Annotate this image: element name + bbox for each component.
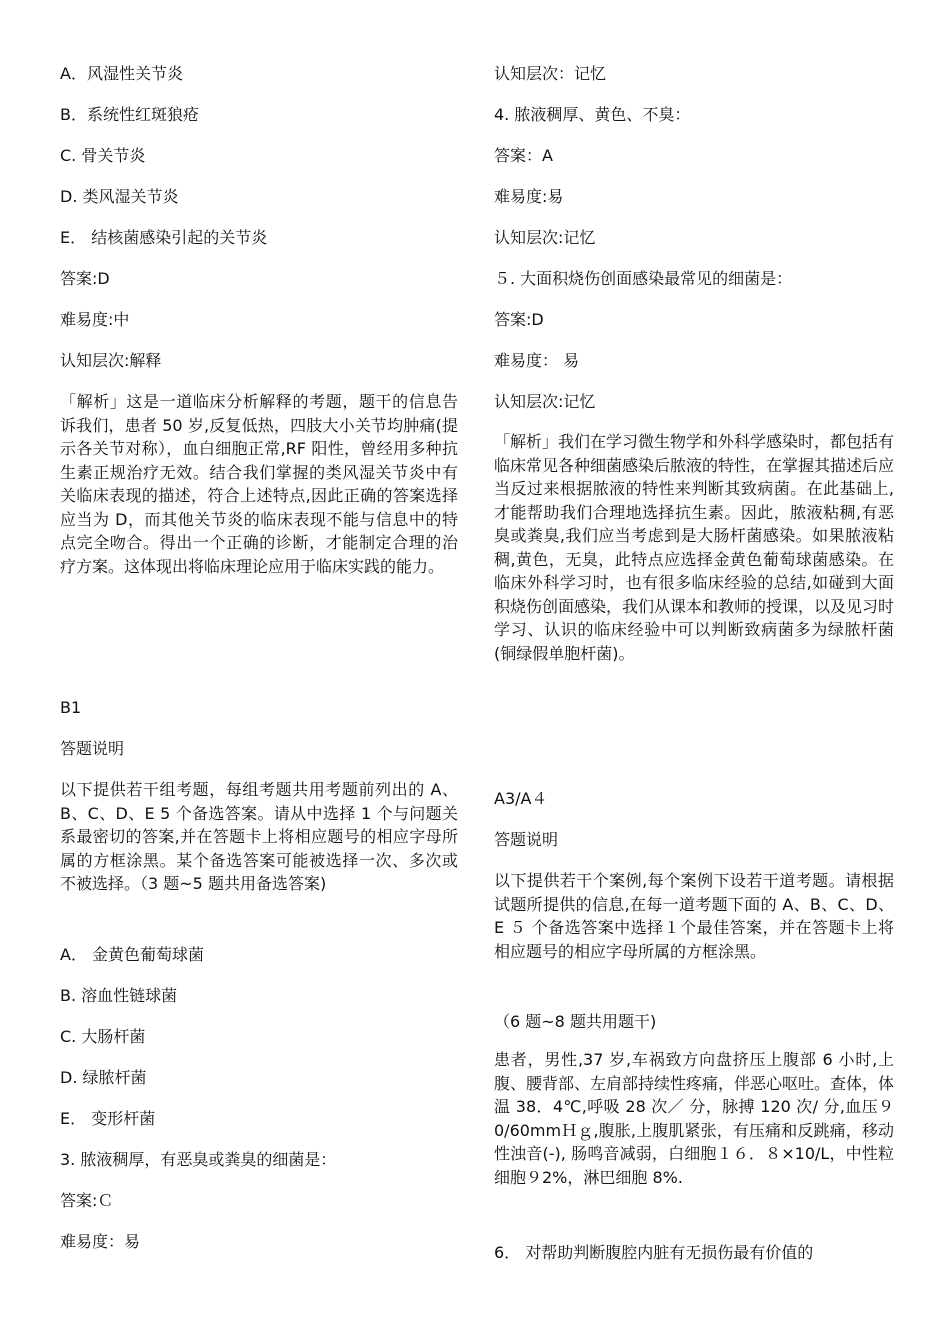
question-5-cognitive: 认知层次:记忆 <box>494 392 596 411</box>
case-paragraph: 患者，男性,37 岁,车祸致方向盘挤压上腹部 6 小时,上腹、腰背部、左肩部持续性疼痛，伴恶心呕吐。查体，体温 38．4℃,呼吸 28 次／ 分，脉搏 120 次/ 分,血压９ 0/60mmＨｇ,腹胀,上腹肌紧张，有压痛和反跳痛，移动性浊音(-), 肠鸣音减弱，白细胞１６．８×10/L，中性粒细胞９2%，淋巴细胞 8%. <box>494 1050 895 1187</box>
option-b: B．系统性红斑狼疮 <box>60 105 199 124</box>
section-heading: 答题说明 <box>60 739 125 758</box>
question-6: 6． 对帮助判断腹腔内脏有无损伤最有价值的 <box>494 1243 814 1262</box>
section-title-b1: B1 <box>60 698 82 717</box>
option-d: D. 类风湿关节炎 <box>60 187 179 206</box>
option-c: C. 骨关节炎 <box>60 146 146 165</box>
b1-option-d: D. 绿脓杆菌 <box>60 1068 147 1087</box>
analysis-paragraph: 「解析」我们在学习微生物学和外科学感染时，都包括有临床常见各种细菌感染后脓液的特性，在掌握其描述后应当反过来根据脓液的特性来判断其致病菌。在此基础上,才能帮助我们合理地选择抗生素。因此，脓液粘稠,有恶臭或粪臭,我们应当考虑到是大肠杆菌感染。如果脓液粘稠,黄色，无臭，此特点应选择金黄色葡萄球菌感染。在临床外科学习时，也有很多临床经验的总结,如碰到大面积烧伤创面感染，我们从课本和教师的授课，以及见习时学习、认识的临床经验中可以判断致病菌多为绿脓杆菌(铜绿假单胞杆菌)。 <box>494 432 895 663</box>
section-title-a3a4: A3/A４ <box>494 789 548 808</box>
question-4-difficulty: 难易度:易 <box>494 187 564 206</box>
cognitive-level: 认知层次:解释 <box>60 351 162 370</box>
option-e: E． 结核菌感染引起的关节炎 <box>60 228 268 247</box>
question-3-difficulty: 难易度：易 <box>60 1232 141 1251</box>
b1-option-a: A． 金黄色葡萄球菌 <box>60 945 205 964</box>
question-3-cognitive: 认知层次：记忆 <box>494 64 607 83</box>
question-3-answer: 答案:Ｃ <box>60 1191 114 1210</box>
question-5-answer: 答案:D <box>494 310 544 329</box>
answer: 答案:D <box>60 269 110 288</box>
question-5: ５. 大面积烧伤创面感染最常见的细菌是： <box>494 269 793 288</box>
analysis-paragraph: 「解析」这是一道临床分析解释的考题，题干的信息告诉我们，患者 50 岁,反复低热，四肢大小关节均肿痛(提示各关节对称），血白细胞正常,RF 阳性，曾经用多种抗生素正规治疗无效。结合我们掌握的类风湿关节炎中有关临床表现的描述，符合上述特点,因此正确的答案选择应当为 D，而其他关节炎的临床表现不能与信息中的特点完全吻合。得出一个正确的诊断，才能制定合理的治疗方案。这体现出将临床理论应用于临床实践的能力。 <box>60 392 458 576</box>
question-3: 3. 脓液稠厚，有恶臭或粪臭的细菌是： <box>60 1150 337 1169</box>
b1-option-c: C. 大肠杆菌 <box>60 1027 146 1046</box>
section-heading: 答题说明 <box>494 830 559 849</box>
question-5-difficulty: 难易度： 易 <box>494 351 580 370</box>
question-4-cognitive: 认知层次:记忆 <box>494 228 596 247</box>
question-group-label: （6 题~8 题共用题干) <box>494 1012 657 1031</box>
option-a: A．风湿性关节炎 <box>60 64 183 83</box>
b1-option-b: B. 溶血性链球菌 <box>60 986 178 1005</box>
difficulty: 难易度:中 <box>60 310 130 329</box>
question-4: 4. 脓液稠厚、黄色、不臭： <box>494 105 691 124</box>
b1-option-e: E． 变形杆菌 <box>60 1109 156 1128</box>
question-4-answer: 答案：A <box>494 146 553 165</box>
instructions-paragraph: 以下提供若干个案例,每个案例下设若干道考题。请根据试题所提供的信息,在每一道考题下面的 A、B、C、D、E ５ 个备选答案中选择１个最佳答案，并在答题卡上将相应题号的相应字母所属的方框涂黑。 <box>494 871 894 961</box>
instructions-paragraph: 以下提供若干组考题，每组考题共用考题前列出的 A、B、C、D、E 5 个备选答案。请从中选择 1 个与问题关系最密切的答案,并在答题卡上将相应题号的相应字母所属的方框涂黑。某个备选答案可能被选择一次、多次或不被选择。（3 题~5 题共用备选答案) <box>60 780 458 893</box>
